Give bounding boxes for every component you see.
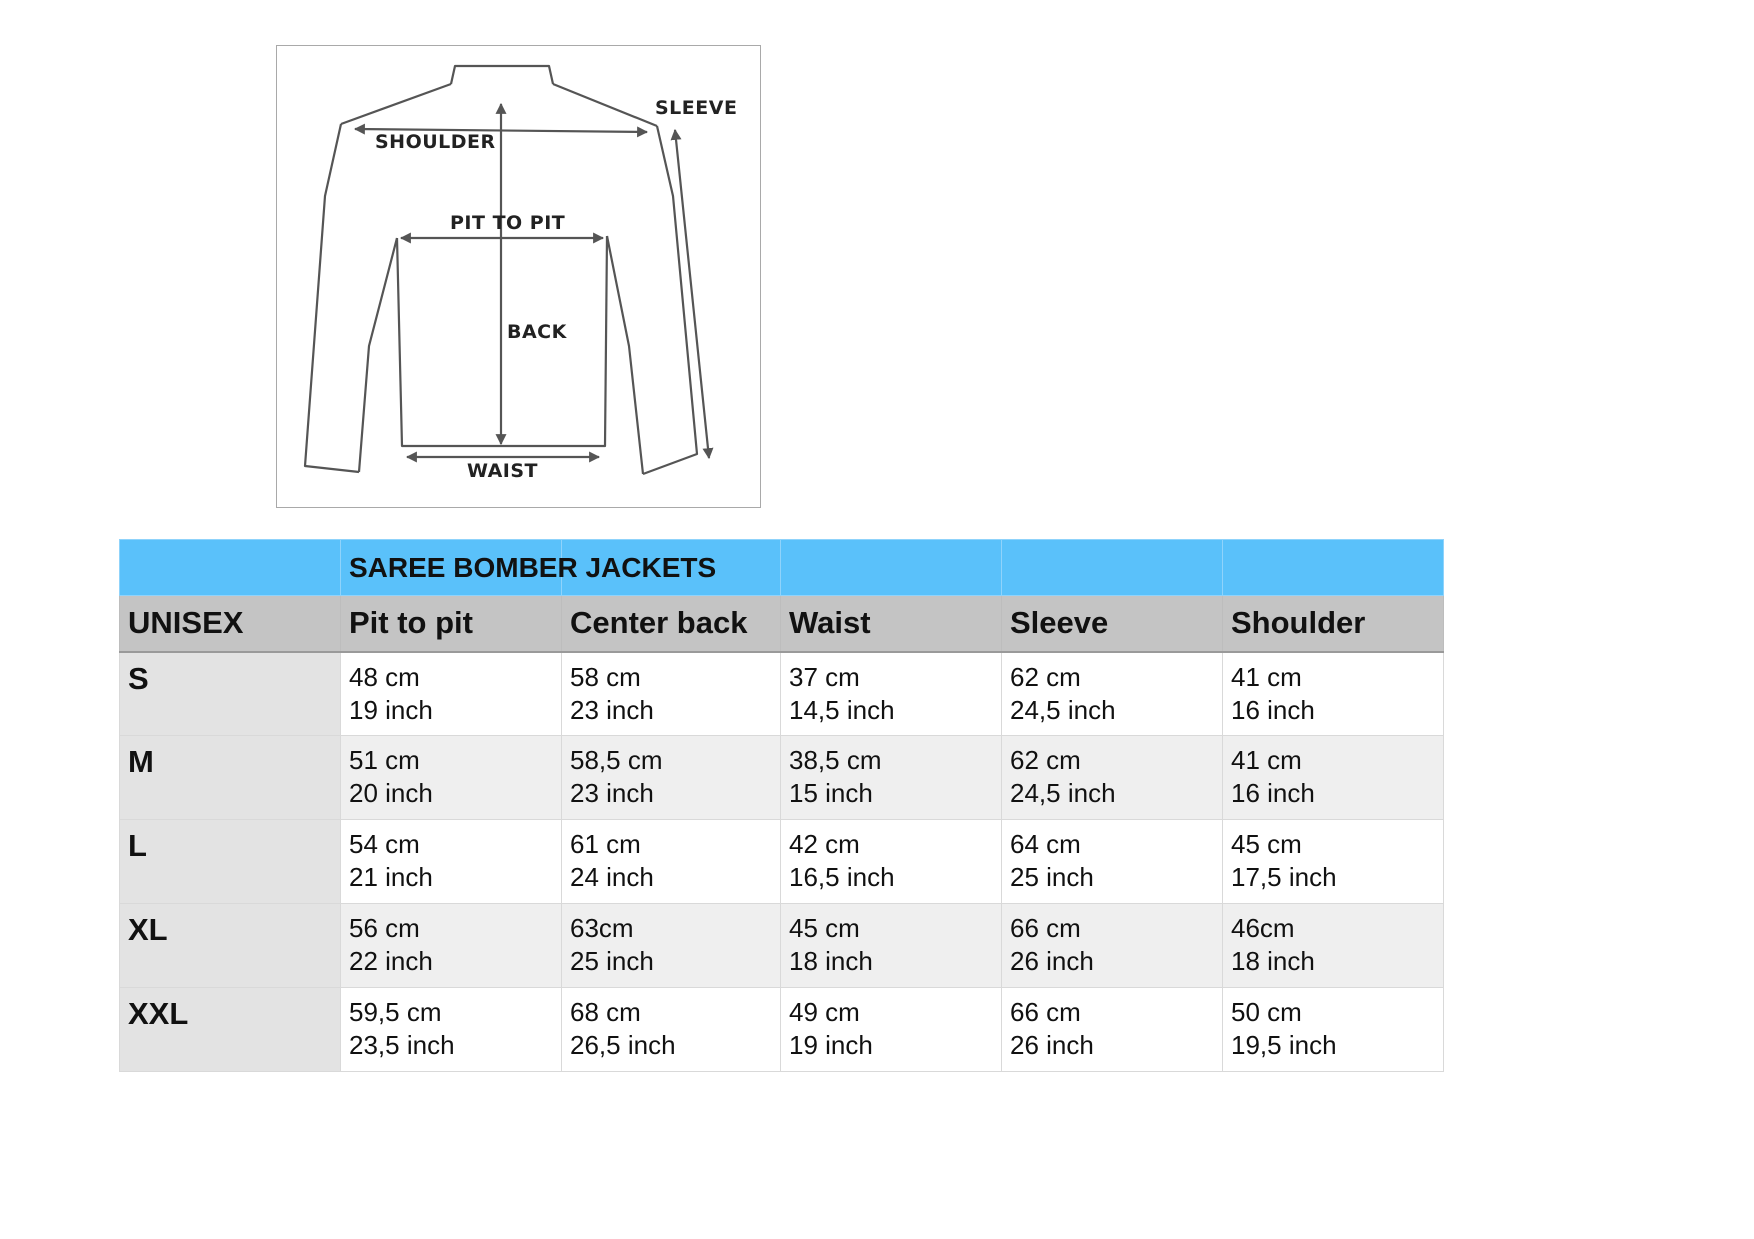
cm-value: 41 cm [1231, 745, 1302, 775]
sleeve-cell [1002, 736, 1223, 820]
cm-value: 48 cm [349, 661, 420, 692]
table-header-row [120, 596, 1444, 652]
table-title: SAREE BOMBER JACKETS [349, 551, 717, 583]
cm-value: 54 cm [349, 829, 420, 859]
title-empty-cell [781, 540, 1002, 596]
header-unisex: UNISEX [120, 596, 341, 652]
header-shoulder: Shoulder [1223, 596, 1444, 652]
cm-value: 58,5 cm [570, 745, 663, 775]
cm-value: 58 cm [570, 661, 641, 692]
sleeve-cell [1002, 652, 1223, 736]
cm-value: 50 cm [1231, 997, 1302, 1027]
waist-cell [781, 820, 1002, 904]
inch-value: 24,5 inch [1010, 694, 1116, 725]
inch-value: 24,5 inch [1010, 778, 1116, 808]
inch-value: 25 inch [1010, 862, 1094, 892]
center-back-cell [562, 652, 781, 736]
title-cell [341, 540, 717, 596]
cm-value: 46cm [1231, 913, 1295, 943]
pit-to-pit-cell [341, 988, 562, 1072]
title-empty-cell [1223, 540, 1444, 596]
diagram-label-waist: WAIST [467, 460, 539, 482]
pit-to-pit-cell [341, 652, 562, 736]
size-label: XXL [120, 988, 341, 1072]
inch-value: 22 inch [349, 946, 433, 976]
inch-value: 25 inch [570, 946, 654, 976]
inch-value: 18 inch [789, 946, 873, 976]
waist-cell [781, 652, 1002, 736]
inch-value: 16 inch [1231, 778, 1315, 808]
inch-value: 26,5 inch [570, 1030, 676, 1060]
jacket-measurement-diagram [276, 45, 761, 508]
header-sleeve: Sleeve [1002, 596, 1223, 652]
size-label: M [120, 736, 341, 820]
shoulder-cell [1223, 988, 1444, 1072]
diagram-label-sleeve: SLEEVE [655, 97, 738, 119]
header-waist: Waist [781, 596, 1002, 652]
shoulder-cell [1223, 652, 1444, 736]
inch-value: 17,5 inch [1231, 862, 1337, 892]
inch-value: 24 inch [570, 862, 654, 892]
center-back-cell [562, 736, 781, 820]
diagram-label-pit-to-pit: PIT TO PIT [450, 212, 566, 234]
cm-value: 51 cm [349, 745, 420, 775]
waist-cell [781, 988, 1002, 1072]
sleeve-cell [1002, 820, 1223, 904]
table-row [120, 904, 1444, 988]
title-empty-cell [1002, 540, 1223, 596]
cm-value: 37 cm [789, 661, 860, 692]
inch-value: 21 inch [349, 862, 433, 892]
cm-value: 56 cm [349, 913, 420, 943]
inch-value: 18 inch [1231, 946, 1315, 976]
cm-value: 38,5 cm [789, 745, 882, 775]
cm-value: 63cm [570, 913, 634, 943]
size-label: S [120, 652, 341, 736]
cm-value: 68 cm [570, 997, 641, 1027]
cm-value: 62 cm [1010, 661, 1081, 692]
pit-to-pit-cell [341, 736, 562, 820]
cm-value: 59,5 cm [349, 997, 442, 1027]
center-back-cell [562, 988, 781, 1072]
cm-value: 45 cm [789, 913, 860, 943]
cm-value: 61 cm [570, 829, 641, 859]
inch-value: 23 inch [570, 778, 654, 808]
pit-to-pit-cell [341, 904, 562, 988]
inch-value: 20 inch [349, 778, 433, 808]
cm-value: 42 cm [789, 829, 860, 859]
sleeve-cell [1002, 988, 1223, 1072]
inch-value: 23,5 inch [349, 1030, 455, 1060]
table-row [120, 820, 1444, 904]
cm-value: 66 cm [1010, 913, 1081, 943]
cm-value: 49 cm [789, 997, 860, 1027]
cm-value: 64 cm [1010, 829, 1081, 859]
waist-cell [781, 904, 1002, 988]
shoulder-cell [1223, 820, 1444, 904]
cm-value: 41 cm [1231, 661, 1302, 692]
waist-cell [781, 736, 1002, 820]
table-row [120, 736, 1444, 820]
cm-value: 62 cm [1010, 745, 1081, 775]
size-label: XL [120, 904, 341, 988]
inch-value: 19 inch [349, 694, 433, 725]
shoulder-cell [1223, 904, 1444, 988]
pit-to-pit-cell [341, 820, 562, 904]
title-empty-cell [120, 540, 341, 596]
shoulder-cell [1223, 736, 1444, 820]
center-back-cell [562, 904, 781, 988]
inch-value: 23 inch [570, 694, 654, 725]
jacket-outline-drawing [277, 46, 762, 509]
inch-value: 19,5 inch [1231, 1030, 1337, 1060]
center-back-cell [562, 820, 781, 904]
table-title-row [120, 540, 1444, 596]
inch-value: 19 inch [789, 1030, 873, 1060]
size-label: L [120, 820, 341, 904]
inch-value: 16 inch [1231, 694, 1315, 725]
cm-value: 45 cm [1231, 829, 1302, 859]
diagram-label-shoulder: SHOULDER [375, 131, 496, 153]
table-row [120, 652, 1444, 736]
header-pit-to-pit: Pit to pit [341, 596, 562, 652]
header-center-back: Center back [562, 596, 781, 652]
inch-value: 15 inch [789, 778, 873, 808]
inch-value: 26 inch [1010, 946, 1094, 976]
cm-value: 66 cm [1010, 997, 1081, 1027]
inch-value: 14,5 inch [789, 694, 895, 725]
table-row [120, 988, 1444, 1072]
inch-value: 16,5 inch [789, 862, 895, 892]
size-chart-table [119, 539, 1444, 1072]
sleeve-cell [1002, 904, 1223, 988]
inch-value: 26 inch [1010, 1030, 1094, 1060]
diagram-label-back: BACK [507, 321, 567, 343]
